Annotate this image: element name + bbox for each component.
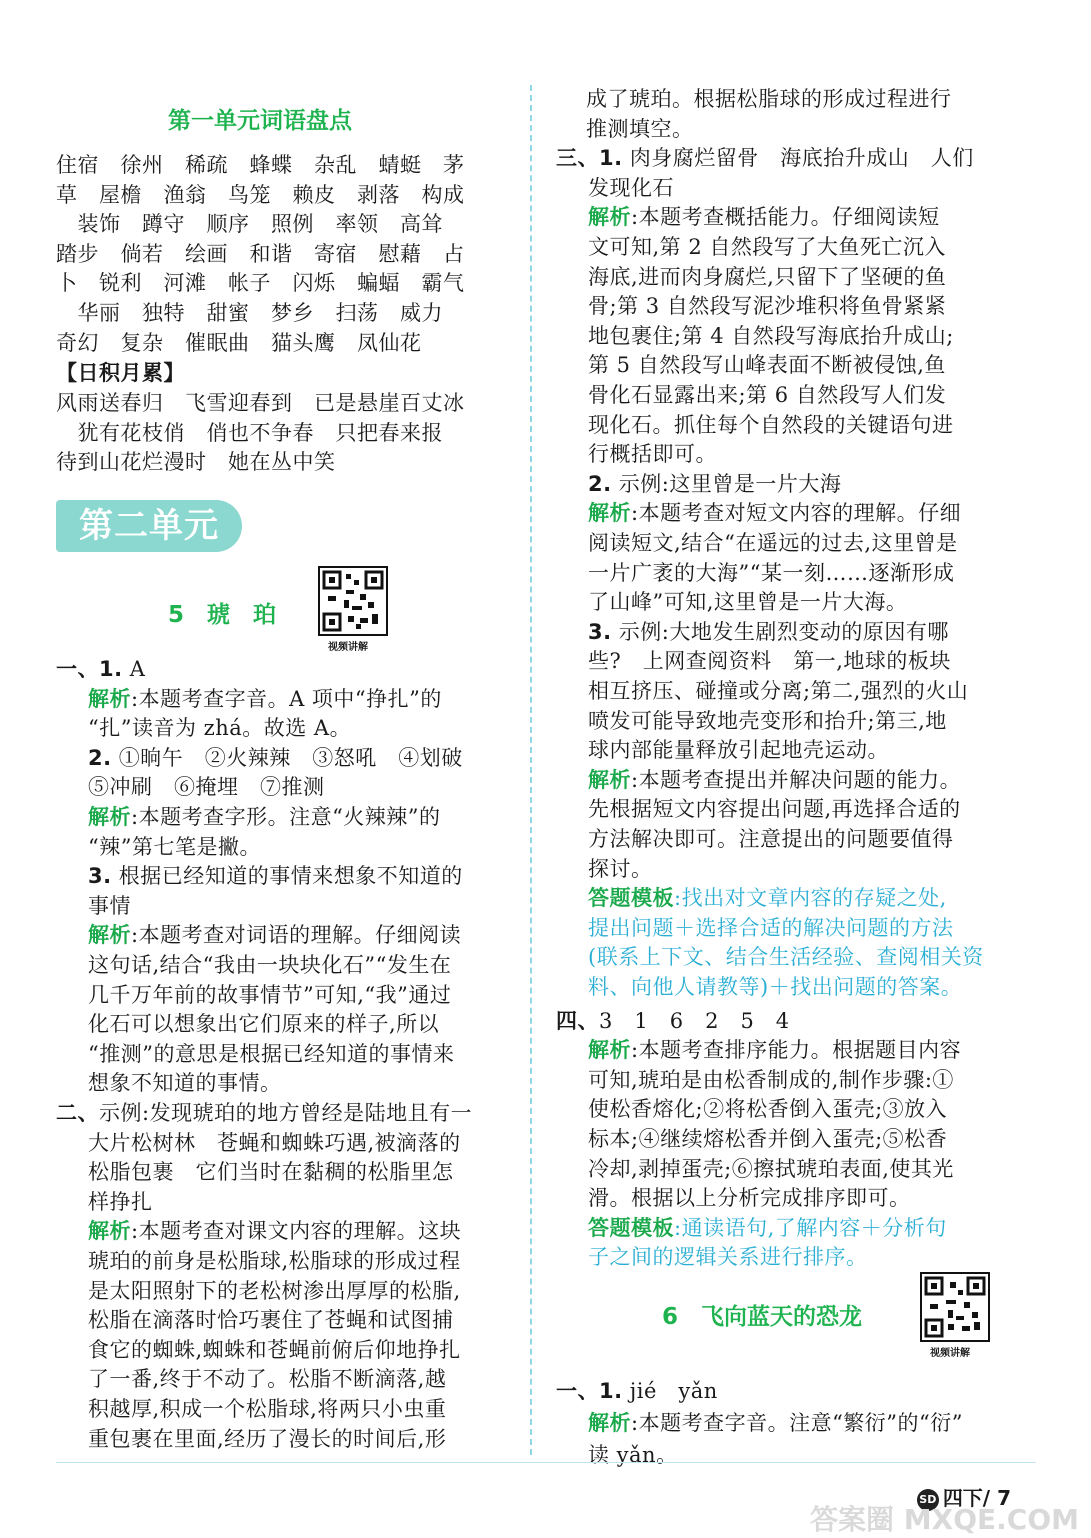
analysis-label: 解析 [88, 923, 131, 948]
line-text: “推测”的意思是根据已经知道的事情来 [88, 1041, 455, 1066]
line-text: 发现化石 [588, 175, 674, 200]
line-text: “辣”第七笔是撇。 [88, 834, 261, 859]
text-line [588, 1440, 678, 1470]
text-line [588, 173, 674, 203]
analysis-label: 解析 [88, 805, 131, 829]
text-line [88, 1276, 461, 1306]
text-line [588, 972, 962, 1002]
text-line [588, 1065, 954, 1095]
line-text: 3 1 6 2 5 4 [599, 1008, 790, 1033]
text-line [88, 1216, 461, 1246]
text-line [88, 861, 463, 891]
text-line [588, 617, 949, 647]
text-line [88, 1068, 282, 1098]
text-line [588, 854, 653, 884]
analysis-label: 解析 [588, 205, 631, 230]
question-number: 3. [588, 619, 612, 644]
line-text: 第 5 自然段写山峰表面不断被侵蚀,鱼 [588, 353, 946, 378]
unit2-banner: 第二单元 [56, 500, 242, 552]
qr-label-lesson5: 视频讲解 [328, 642, 368, 653]
line-text: A [122, 657, 146, 681]
text-line: 住宿 徐州 稀疏 蜂蝶 杂乱 蜻蜓 茅 [56, 153, 465, 177]
text-line [588, 202, 940, 232]
text-line [588, 676, 968, 706]
line-text: 松脂在滴落时恰巧裹住了苍蝇和试图捕 [88, 1308, 454, 1333]
line-text: 根据已经知道的事情来想象不知道的 [111, 864, 463, 889]
text-line [88, 1039, 454, 1069]
text-line: 踏步 倘若 绘画 和谐 寄宿 慰藉 占 [56, 241, 465, 266]
line-text: 行概括即可。 [588, 442, 717, 467]
text-line [88, 1246, 461, 1276]
text-line: 犹有花枝俏 俏也不争春 只把春来报 [56, 420, 443, 445]
text-line: 卜 锐利 河滩 帐子 闪烁 蝙蝠 霸气 [56, 271, 465, 296]
analysis-label: 解析 [88, 1219, 131, 1244]
text-line [588, 1242, 868, 1272]
text-line [588, 321, 954, 351]
qr-label-lesson6: 视频讲解 [930, 1348, 970, 1359]
line-text: 示例:发现琥珀的地方曾经是陆地且有一 [99, 1101, 473, 1125]
line-text: :本题考查对词语的理解。仔细阅读 [131, 923, 462, 948]
text-line [588, 942, 984, 972]
line-text: 了一番,终于不动了。松脂不断滴落,越 [88, 1367, 447, 1392]
qr-pattern-icon [320, 568, 386, 634]
line-text: 推测填空。 [586, 116, 694, 141]
text-line [88, 891, 131, 921]
line-text: 相互挤压、碰撞或分离;第二,强烈的火山 [588, 679, 969, 703]
text-line [88, 920, 461, 950]
line-text: “扎”读音为 zhá。故选 A。 [88, 716, 352, 741]
text-line [88, 1128, 461, 1158]
line-text: 文可知,第 2 自然段写了大鱼死亡沉入 [588, 235, 946, 259]
text-line [588, 735, 889, 765]
text-line: 华丽 独特 甜蜜 梦乡 扫荡 威力 [56, 301, 443, 325]
line-text: (联系上下文、结合生活经验、查阅相关资 [588, 945, 984, 970]
question-number: 二、 [56, 1101, 99, 1125]
question-number: 2. [588, 471, 612, 496]
line-text: :通读语句,了解内容＋分析句 [674, 1215, 947, 1240]
line-text: ①晌午 ②火辣辣 ③怒吼 ④划破 [111, 745, 463, 770]
line-text: 积越厚,积成一个松脂球,将两只小虫重 [88, 1397, 447, 1421]
line-text: :本题考查提出并解决问题的能力。 [631, 767, 962, 792]
line-text: 是太阳照射下的老松树渗出厚厚的松脂, [88, 1278, 461, 1303]
text-line [56, 654, 145, 684]
line-text: 探讨。 [588, 856, 653, 881]
riji-label: 【日积月累】 [56, 361, 185, 385]
text-line [588, 232, 946, 262]
line-text: :本题考查字音。注意“繁衍”的“衍” [631, 1411, 964, 1435]
text-line [88, 1364, 446, 1394]
unit1-vocab-title: 第一单元词语盘点 [168, 108, 352, 134]
line-text: 些? 上网查阅资料 第一,地球的板块 [588, 649, 951, 674]
line-text: 这句话,结合“我由一块块化石”“发生在 [88, 953, 452, 977]
text-line [588, 765, 961, 795]
text-line [88, 684, 442, 714]
question-number: 三、1. [556, 146, 623, 171]
text-line [588, 1408, 963, 1438]
text-line [588, 913, 954, 943]
analysis-label: 答题模板 [588, 886, 674, 911]
line-text: 提出问题＋选择合适的解决问题的方法 [588, 915, 954, 940]
question-number: 一、1. [556, 1379, 623, 1403]
question-number: 一、1. [56, 657, 123, 681]
text-line [88, 950, 451, 980]
text-line [588, 1154, 954, 1184]
line-text: :本题考查字音。A 项中“挣扎”的 [131, 686, 442, 711]
analysis-label: 解析 [588, 1038, 631, 1063]
analysis-label: 解析 [588, 767, 631, 792]
sd-badge-icon: SD [917, 1489, 939, 1511]
text-line [588, 587, 907, 617]
page-label: 四下/ 7 [942, 1486, 1011, 1510]
text-line [88, 1335, 461, 1365]
line-text: 海底,进而肉身腐烂,只留下了坚硬的鱼 [588, 264, 947, 289]
text-line [588, 646, 951, 676]
footer-rule [56, 1462, 1036, 1463]
line-text: 骨化石显露出来;第 6 自然段写人们发 [588, 383, 947, 407]
text-line [588, 558, 954, 588]
line-text: :本题考查字形。注意“火辣辣”的 [131, 805, 441, 829]
line-text: 方法解决即可。注意提出的问题要值得 [588, 827, 954, 851]
line-text: 读 yǎn。 [588, 1443, 678, 1467]
line-text: 了山峰”可知,这里曾是一片大海。 [588, 590, 908, 615]
text-line [588, 1035, 961, 1065]
text-line [588, 410, 954, 440]
line-text: 肉身腐烂留骨 海底抬升成山 人们 [622, 146, 974, 171]
line-text: 化石可以想象出它们原来的样子,所以 [88, 1012, 440, 1037]
analysis-label: 解析 [88, 686, 131, 711]
qr-code-lesson5[interactable] [318, 566, 388, 636]
line-text: :本题考查排序能力。根据题目内容 [631, 1038, 962, 1063]
text-line [588, 469, 841, 499]
line-text: :本题考查概括能力。仔细阅读短 [631, 205, 940, 230]
text-line [588, 498, 961, 528]
line-text: :本题考查对短文内容的理解。仔细 [631, 501, 962, 526]
text-line [588, 706, 947, 736]
line-text: 成了琥珀。根据松脂球的形成过程进行 [586, 87, 952, 111]
text-line: 待到山花烂漫时 她在丛中笑 [56, 450, 336, 475]
text-line [586, 84, 952, 114]
text-line [588, 1213, 947, 1243]
text-line [588, 1183, 911, 1213]
text-line [556, 1376, 718, 1406]
lesson5-title: 5 琥 珀 [168, 602, 277, 628]
text-line [88, 743, 463, 773]
text-line [588, 883, 947, 913]
qr-pattern-icon [922, 1274, 988, 1340]
text-line [88, 713, 351, 743]
text-line [88, 1394, 446, 1424]
line-text: ⑤冲刷 ⑥掩埋 ⑦推测 [88, 775, 325, 800]
line-text: 阅读短文,结合“在遥远的过去,这里曾是 [588, 531, 958, 555]
question-number: 2. [88, 745, 112, 770]
line-text: 使松香熔化;②将松香倒入蛋壳;③放入 [588, 1097, 948, 1122]
text-line [556, 1006, 790, 1036]
qr-code-lesson6[interactable] [920, 1272, 990, 1342]
line-text: 标本;④继续熔松香并倒入蛋壳;⑤松香 [588, 1127, 948, 1151]
line-text: 样挣扎 [88, 1189, 153, 1214]
text-line [588, 262, 946, 292]
line-text: 几千万年前的故事情节”可知,“我”通过 [88, 982, 452, 1007]
text-line [588, 350, 946, 380]
line-text: 示例:这里曾是一片大海 [611, 471, 842, 496]
text-line [88, 1305, 454, 1335]
line-text: 冷却,剥掉蛋壳;⑥擦拭琥珀表面,使其光 [588, 1156, 954, 1181]
text-line [588, 528, 958, 558]
text-line [588, 380, 946, 410]
text-line [588, 291, 946, 321]
line-text: 球内部能量释放引起地壳运动。 [588, 738, 889, 763]
text-line [588, 824, 954, 854]
analysis-label: 解析 [588, 501, 631, 526]
line-text: :本题考查对课文内容的理解。这块 [131, 1219, 462, 1244]
text-line: 风雨送春归 飞雪迎春到 已是悬崖百丈冰 [56, 391, 465, 415]
line-text: 子之间的逻辑关系进行排序。 [588, 1245, 868, 1270]
line-text: 想象不知道的事情。 [88, 1071, 282, 1096]
line-text: 喷发可能导致地壳变形和抬升;第三,地 [588, 708, 947, 733]
watermark: 答案圈 MXQE.COM [810, 1503, 1079, 1536]
line-text: :找出对文章内容的存疑之处, [674, 886, 947, 911]
text-line [88, 832, 261, 862]
lesson6-title: 6 飞向蓝天的恐龙 [662, 1304, 863, 1330]
text-line [586, 114, 694, 144]
line-text: 事情 [88, 893, 131, 918]
line-text: 地包裹住;第 4 自然段写海底抬升成山; [588, 323, 954, 348]
line-text: 示例:大地发生剧烈变动的原因有哪 [611, 619, 949, 644]
line-text: 先根据短文内容提出问题,再选择合适的 [588, 797, 961, 822]
text-line [556, 143, 974, 173]
text-line: 草 屋檐 渔翁 鸟笼 赖皮 剥落 构成 [56, 182, 465, 207]
text-line [588, 794, 961, 824]
text-line [88, 1424, 446, 1454]
question-number: 3. [88, 864, 112, 889]
text-line [88, 1009, 439, 1039]
text-line [88, 772, 325, 802]
line-text: jié yǎn [622, 1379, 718, 1403]
analysis-label: 答题模板 [588, 1215, 674, 1240]
line-text: 大片松树林 苍蝇和蜘蛛巧遇,被滴落的 [88, 1130, 461, 1155]
line-text: 一片广袤的大海”“某一刻……逐渐形成 [588, 560, 955, 585]
text-line [88, 980, 451, 1010]
text-line [88, 802, 441, 832]
question-number: 四、 [556, 1008, 599, 1033]
line-text: 料、向他人请教等)＋找出问题的答案。 [588, 975, 963, 999]
text-line: 奇幻 复杂 催眠曲 猫头鹰 凤仙花 [56, 330, 422, 355]
line-text: 食它的蜘蛛,蜘蛛和苍蝇前俯后仰地挣扎 [88, 1337, 461, 1362]
text-line: 装饰 蹲守 顺序 照例 率领 高耸 [56, 212, 443, 237]
line-text: 重包裹在里面,经历了漫长的时间后,形 [88, 1426, 447, 1451]
line-text: 琥珀的前身是松脂球,松脂球的形成过程 [88, 1249, 461, 1273]
text-line [88, 1157, 454, 1187]
line-text: 骨;第 3 自然段写泥沙堆积将鱼骨紧紧 [588, 294, 947, 319]
line-text: 可知,琥珀是由松香制成的,制作步骤:① [588, 1067, 954, 1092]
column-divider [530, 85, 532, 1455]
text-line [56, 1098, 472, 1128]
line-text: 松脂包裹 它们当时在黏稠的松脂里怎 [88, 1160, 454, 1185]
text-line [588, 1124, 947, 1154]
analysis-label: 解析 [588, 1411, 631, 1435]
text-line [588, 439, 717, 469]
line-text: 现化石。抓住每个自然段的关键语句进 [588, 412, 954, 437]
line-text: 滑。根据以上分析完成排序即可。 [588, 1186, 911, 1211]
text-line [588, 1094, 947, 1124]
text-line [88, 1187, 153, 1217]
